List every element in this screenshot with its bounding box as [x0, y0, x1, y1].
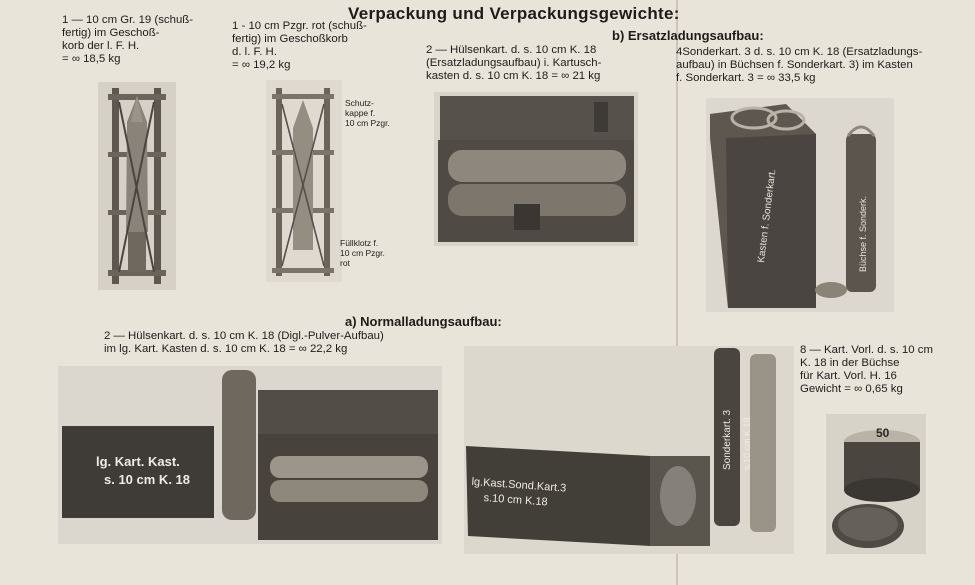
label-fuellklotz: Füllklotz f. 10 cm Pzgr. rot [340, 238, 385, 268]
can-stencil-sond-line-2: s.10 cm K.18 [742, 417, 752, 470]
photo-item-1 [98, 82, 176, 290]
caption-item-2: 1 - 10 cm Pzgr. rot (schuß- fertig) im Geschoßkorb d. l. F. H. = ∞ 19,2 kg [232, 20, 367, 71]
box-stencil-sond-line-2: s.10 cm K.18 [483, 492, 549, 509]
box-stencil-line-2: s. 10 cm K. 18 [104, 472, 190, 487]
box-stencil-sond-line-1: lg.Kast.Sond.Kart.3 [471, 476, 567, 495]
box-stencil-sonderkart: Kasten f. Sonderkart. [756, 168, 779, 264]
section-heading-ersatzladung: b) Ersatzladungsaufbau: [612, 28, 764, 43]
caption-item-7: 8 — Kart. Vorl. d. s. 10 cm K. 18 in der Büchse für Kart. Vorl. H. 16 Gewicht = ∞ 0,65 kg [800, 344, 933, 395]
page-title: Verpackung und Verpackungsgewichte: [348, 4, 680, 23]
label-schutzkappe: Schutz- kappe f. 10 cm Pzgr. [345, 98, 390, 128]
caption-item-5: 2 — Hülsenkart. d. s. 10 cm K. 18 (Digl.-Pulver-Aufbau) im lg. Kart. Kasten d. s. 10 cm K. 18 = ∞ 22,2 kg [104, 330, 384, 355]
caption-item-3: 2 — Hülsenkart. d. s. 10 cm K. 18 (Ersatzladungsaufbau) i. Kartusch- kasten d. s. 10 cm K. 18 = ∞ 21 kg [426, 44, 602, 82]
can-stencil-sond-line-1: Sonderkart. 3 [722, 409, 733, 470]
tin-lid-number: 50 [876, 426, 890, 440]
can-stencil-sonderkart: Büchse f. Sonderk. [858, 195, 868, 272]
box-stencil-line-1: lg. Kart. Kast. [96, 454, 180, 469]
caption-item-4: 4Sonderkart. 3 d. s. 10 cm K. 18 (Ersatzladungs- aufbau) in Büchsen f. Sonderkart. 3) im Kasten f. Sonderkart. 3 = ∞ 33,5 kg [676, 46, 923, 84]
caption-item-1: 1 — 10 cm Gr. 19 (schuß- fertig) im Geschoß- korb der l. F. H. = ∞ 18,5 kg [62, 14, 194, 65]
section-heading-normalladung: a) Normalladungsaufbau: [345, 314, 502, 329]
photo-item-2 [266, 80, 342, 282]
photo-item-3 [434, 92, 638, 246]
